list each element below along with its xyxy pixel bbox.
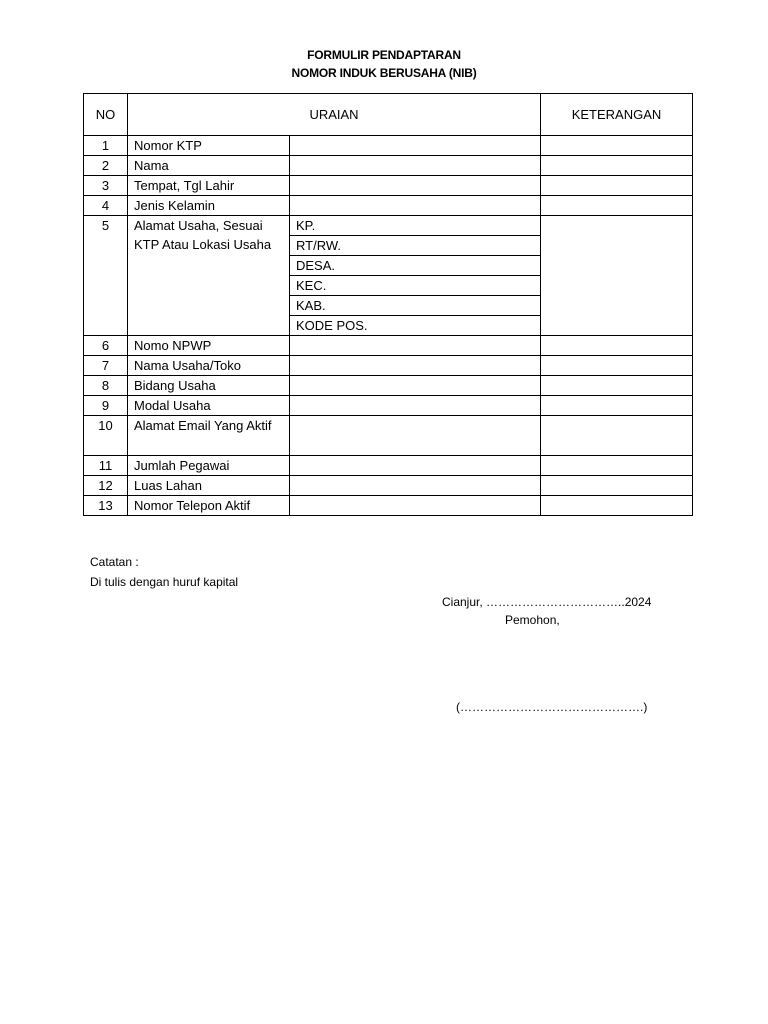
row-value-field[interactable]	[290, 396, 541, 416]
signature-name-line: (……………………………………….)	[456, 700, 648, 714]
table-row	[84, 136, 693, 156]
form-title: FORMULIR PENDAPTARAN	[307, 48, 461, 62]
row-number: 9	[84, 396, 128, 416]
row-value-field[interactable]	[290, 476, 541, 496]
row-label-line: Alamat Usaha, Sesuai	[134, 218, 263, 233]
row-value-field[interactable]	[290, 196, 541, 216]
row-value-field[interactable]	[290, 416, 541, 456]
table-row	[84, 476, 693, 496]
row-label	[128, 216, 290, 336]
row-label: Jenis Kelamin	[128, 196, 290, 216]
registration-table	[83, 93, 693, 516]
row-note-field[interactable]	[541, 216, 693, 336]
row-label: Nomor KTP	[128, 136, 290, 156]
address-subfield-rtrw[interactable]: RT/RW.	[290, 236, 541, 256]
row-number: 3	[84, 176, 128, 196]
notes-text: Di tulis dengan huruf kapital	[90, 575, 239, 589]
row-note-field[interactable]	[541, 416, 693, 456]
address-subfield-kec[interactable]: KEC.	[290, 276, 541, 296]
row-value-field[interactable]	[290, 176, 541, 196]
row-note-field[interactable]	[541, 176, 693, 196]
row-number: 5	[84, 216, 128, 336]
row-note-field[interactable]	[541, 476, 693, 496]
address-subfield-kodepos[interactable]: KODE POS.	[290, 316, 541, 336]
row-label: Nomor Telepon Aktif	[128, 496, 290, 516]
row-note-field[interactable]	[541, 136, 693, 156]
row-note-field[interactable]	[541, 496, 693, 516]
row-number: 1	[84, 136, 128, 156]
row-note-field[interactable]	[541, 356, 693, 376]
row-value-field[interactable]	[290, 356, 541, 376]
signature-place-date: Cianjur, ……………………………..2024	[442, 595, 652, 609]
table-row	[84, 156, 693, 176]
address-subfield-kab[interactable]: KAB.	[290, 296, 541, 316]
row-label: Bidang Usaha	[128, 376, 290, 396]
row-note-field[interactable]	[541, 156, 693, 176]
row-value-field[interactable]	[290, 456, 541, 476]
table-row	[84, 336, 693, 356]
row-number: 2	[84, 156, 128, 176]
row-number: 11	[84, 456, 128, 476]
header-uraian: URAIAN	[128, 94, 541, 136]
row-value-field[interactable]	[290, 496, 541, 516]
row-label: Alamat Email Yang Aktif	[128, 416, 290, 456]
notes-heading: Catatan :	[90, 555, 139, 569]
table-row	[84, 416, 693, 456]
row-note-field[interactable]	[541, 196, 693, 216]
row-label: Tempat, Tgl Lahir	[128, 176, 290, 196]
row-label: Nomo NPWP	[128, 336, 290, 356]
header-keterangan: KETERANGAN	[541, 94, 693, 136]
row-label-line: KTP Atau Lokasi Usaha	[134, 237, 272, 252]
row-note-field[interactable]	[541, 396, 693, 416]
row-value-field[interactable]	[290, 336, 541, 356]
table-row	[84, 456, 693, 476]
row-label: Luas Lahan	[128, 476, 290, 496]
row-label: Nama Usaha/Toko	[128, 356, 290, 376]
address-subfield-desa[interactable]: DESA.	[290, 256, 541, 276]
row-number: 7	[84, 356, 128, 376]
row-label: Modal Usaha	[128, 396, 290, 416]
row-number: 10	[84, 416, 128, 456]
header-no: NO	[84, 94, 128, 136]
table-row	[84, 176, 693, 196]
table-row	[84, 396, 693, 416]
row-value-field[interactable]	[290, 156, 541, 176]
row-label: Nama	[128, 156, 290, 176]
address-subfield-kp[interactable]: KP.	[290, 216, 541, 236]
row-note-field[interactable]	[541, 376, 693, 396]
table-row	[84, 196, 693, 216]
row-label: Jumlah Pegawai	[128, 456, 290, 476]
row-number: 8	[84, 376, 128, 396]
row-value-field[interactable]	[290, 376, 541, 396]
table-row-address	[84, 216, 693, 236]
row-number: 12	[84, 476, 128, 496]
row-number: 6	[84, 336, 128, 356]
row-number: 4	[84, 196, 128, 216]
row-value-field[interactable]	[290, 136, 541, 156]
table-row	[84, 356, 693, 376]
signature-role: Pemohon,	[505, 613, 560, 627]
row-note-field[interactable]	[541, 336, 693, 356]
form-subtitle: NOMOR INDUK BERUSAHA (NIB)	[291, 66, 477, 80]
table-row	[84, 376, 693, 396]
row-number: 13	[84, 496, 128, 516]
table-header-row	[84, 94, 693, 136]
table-row	[84, 496, 693, 516]
row-note-field[interactable]	[541, 456, 693, 476]
